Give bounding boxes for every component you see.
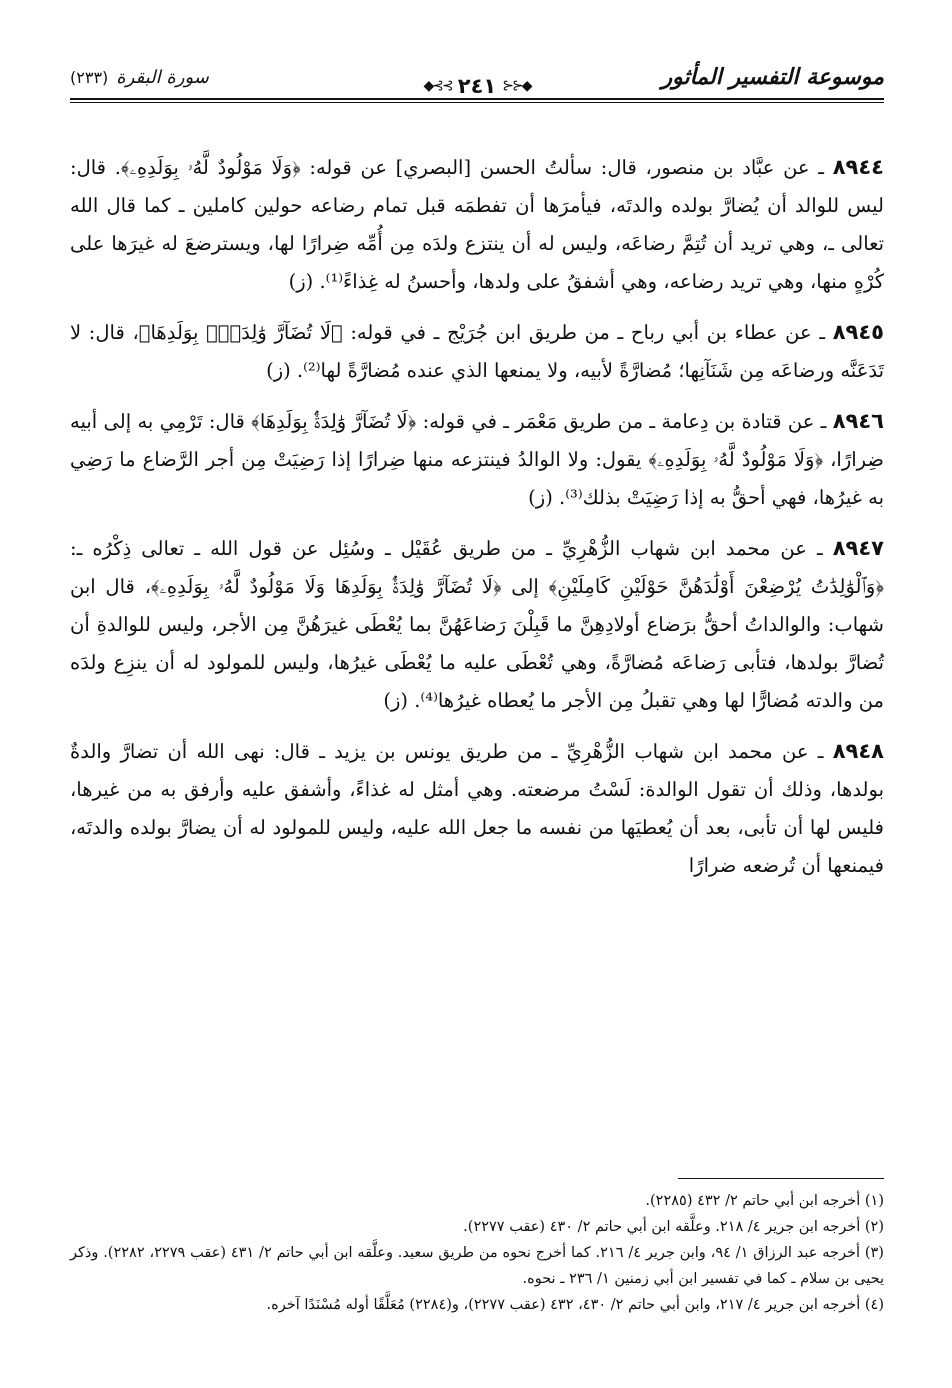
entry-text: ـ عن عبَّاد بن منصور، قال: سألتُ الحسن [البصري] عن قوله: ﴿وَلَا مَوْلُودٌ لَّهُۥ بِوَلَدِهِۦ﴾. قال: ليس للوالد أن يُضارَّ بولده والدتَه، فيأمرَها أن تفطمَه قبل تمام رضاعه حولين كاملين ـ كما قال الله تعالى ـ، وهي تريد أن تُتِمَّ رضاعَه، وليس له أن ينتزع ولدَه مِن أُمِّه ضِرارًا لها، ويسترضعَ له غيرَها على كُرْهٍ منها، وهي تريد رضاعه، وهي أشفقُ على ولدها، وأحسنُ له غِذاءً⁽¹⁾. (ز) [70, 156, 884, 293]
main-text [70, 148, 884, 897]
page [70, 56, 884, 1356]
narration-entry [70, 732, 884, 885]
footnotes [70, 1188, 884, 1318]
header-rule-thick [70, 98, 884, 100]
narration-entry [70, 402, 884, 517]
entry-number: ٨٩٤٨ [832, 739, 884, 763]
entry-text: ـ عن محمد ابن شهاب الزُّهْرِيِّ ـ من طريق عُقَيْل ـ وسُئِل عن قول الله ـ تعالى ذِكْرُه ـ: ﴿وَٱلْوَٰلِدَٰتُ يُرْضِعْنَ أَوْلَٰدَهُنَّ حَوْلَيْنِ كَامِلَيْنِ﴾ إلى ﴿لَا تُضَآرَّ وَٰلِدَةٌۢ بِوَلَدِهَا وَلَا مَوْلُودٌ لَّهُۥ بِوَلَدِهِۦ﴾، قال ابن شهاب: والوالداتُ أحقُّ برَضاع أولادِهِنَّ ما قَبِلْنَ رَضاعَهُنَّ بما يُعْطَى غيرَهُنَّ مِن الأجر، وليس للوالدةِ أن تُضارَّ بولدها، فتأبى رَضاعَه مُضارَّةً، وهي تُعْطَى عليه ما يُعْطَى غيرُها، وليس للمولود له أن ينزِع ولدَه من والدته مُضارًّا لها وهي تقبلُ مِن الأجر ما يُعطاه غيرُها⁽⁴⁾. (ز) [70, 537, 884, 712]
book-title: موسوعة التفسير المأثور [661, 64, 884, 90]
narration-entry [70, 313, 884, 390]
footnote: (٣) أخرجه عبد الرزاق ١/ ٩٤، وابن جرير ٤/ ٢١٦. كما أخرج نحوه من طريق سعيد. وعلَّقه ابن أبي حاتم ٢/ ٤٣١ (عقب ٢٢٧٩، ٢٢٨٢). وذكر يحيى بن سلام ـ كما في تفسير ابن أبي زمنين ١/ ٢٣٦ ـ نحوه. [70, 1245, 884, 1287]
footnote: (٤) أخرجه ابن جرير ٤/ ٢١٧، وابن أبي حاتم ٢/ ٤٣٠، ٤٣٢ (عقب ٢٢٧٧)، و(٢٢٨٤) مُعَلَّقًا أوله مُسْنَدًا آخره. [266, 1297, 884, 1313]
ornament-right-icon: ◆⊰⊰ [502, 78, 531, 94]
footnote-separator [678, 1178, 884, 1179]
narration-entry [70, 529, 884, 720]
page-number-block [424, 74, 531, 98]
header-rule-thin [70, 102, 884, 103]
narration-entry [70, 148, 884, 301]
surah-name: سورة البقرة [116, 66, 209, 88]
entry-number: ٨٩٤٥ [832, 320, 884, 344]
footnote: (١) أخرجه ابن أبي حاتم ٢/ ٤٣٢ (٢٢٨٥). [645, 1193, 884, 1209]
entry-number: ٨٩٤٧ [832, 536, 884, 560]
page-number: ٢٤١ [457, 74, 497, 98]
entry-number: ٨٩٤٦ [832, 409, 884, 433]
ornament-left-icon: ⊱⊱◆ [423, 78, 452, 94]
entry-text: ـ عن محمد ابن شهاب الزُّهْرِيِّ ـ من طريق يونس بن يزيد ـ قال: نهى الله أن تضارَّ والدةٌ بولدها، وذلك أن تقول الوالدة: لَسْتُ مرضعته. وهي أمثل له غذاءً، وأشفق عليه وأرفق به من غيرها، فليس لها أن تأبى، بعد أن يُعطيَها من نفسه ما جعل الله عليه، وليس للمولود له أن يضارَّ بولده والدتَه، فيمنعها أن تُرضعه ضرارًا [70, 740, 884, 877]
running-header [70, 56, 884, 98]
entry-number: ٨٩٤٤ [832, 155, 884, 179]
entry-text: ـ عن عطاء بن أبي رباح ـ من طريق ابن جُرَيْج ـ في قوله: ﴿لَا تُضَآرَّ وَٰلِدَةٌۢ بِوَلَدِهَا﴾، قال: لا تَدَعَنَّه ورضاعَه مِن شَنَآنِها؛ مُضارَّةً لأبيه، ولا يمنعها الذي عنده مُضارَّةً لها⁽²⁾. (ز) [70, 321, 884, 382]
surah-verse: (٢٣٣) [70, 67, 109, 87]
entry-text: ـ عن قتادة بن دِعامة ـ من طريق مَعْمَر ـ في قوله: ﴿لَا تُضَآرَّ وَٰلِدَةٌۢ بِوَلَدِهَا﴾ قال: تَرْمِي به إلى أبيه ضِرارًا، ﴿وَلَا مَوْلُودٌ لَّهُۥ بِوَلَدِهِۦ﴾ يقول: ولا الوالدُ فينتزعه منها ضِرارًا إذا رَضِيَتْ مِن أجر الرَّضاع ما رَضِي به غيرُها، فهي أحقُّ به إذا رَضِيَتْ بذلك⁽³⁾. (ز) [70, 410, 884, 509]
surah-label [70, 67, 209, 88]
footnote: (٢) أخرجه ابن جرير ٤/ ٢١٨. وعلَّقه ابن أبي حاتم ٢/ ٤٣٠ (عقب ٢٢٧٧). [463, 1219, 884, 1235]
